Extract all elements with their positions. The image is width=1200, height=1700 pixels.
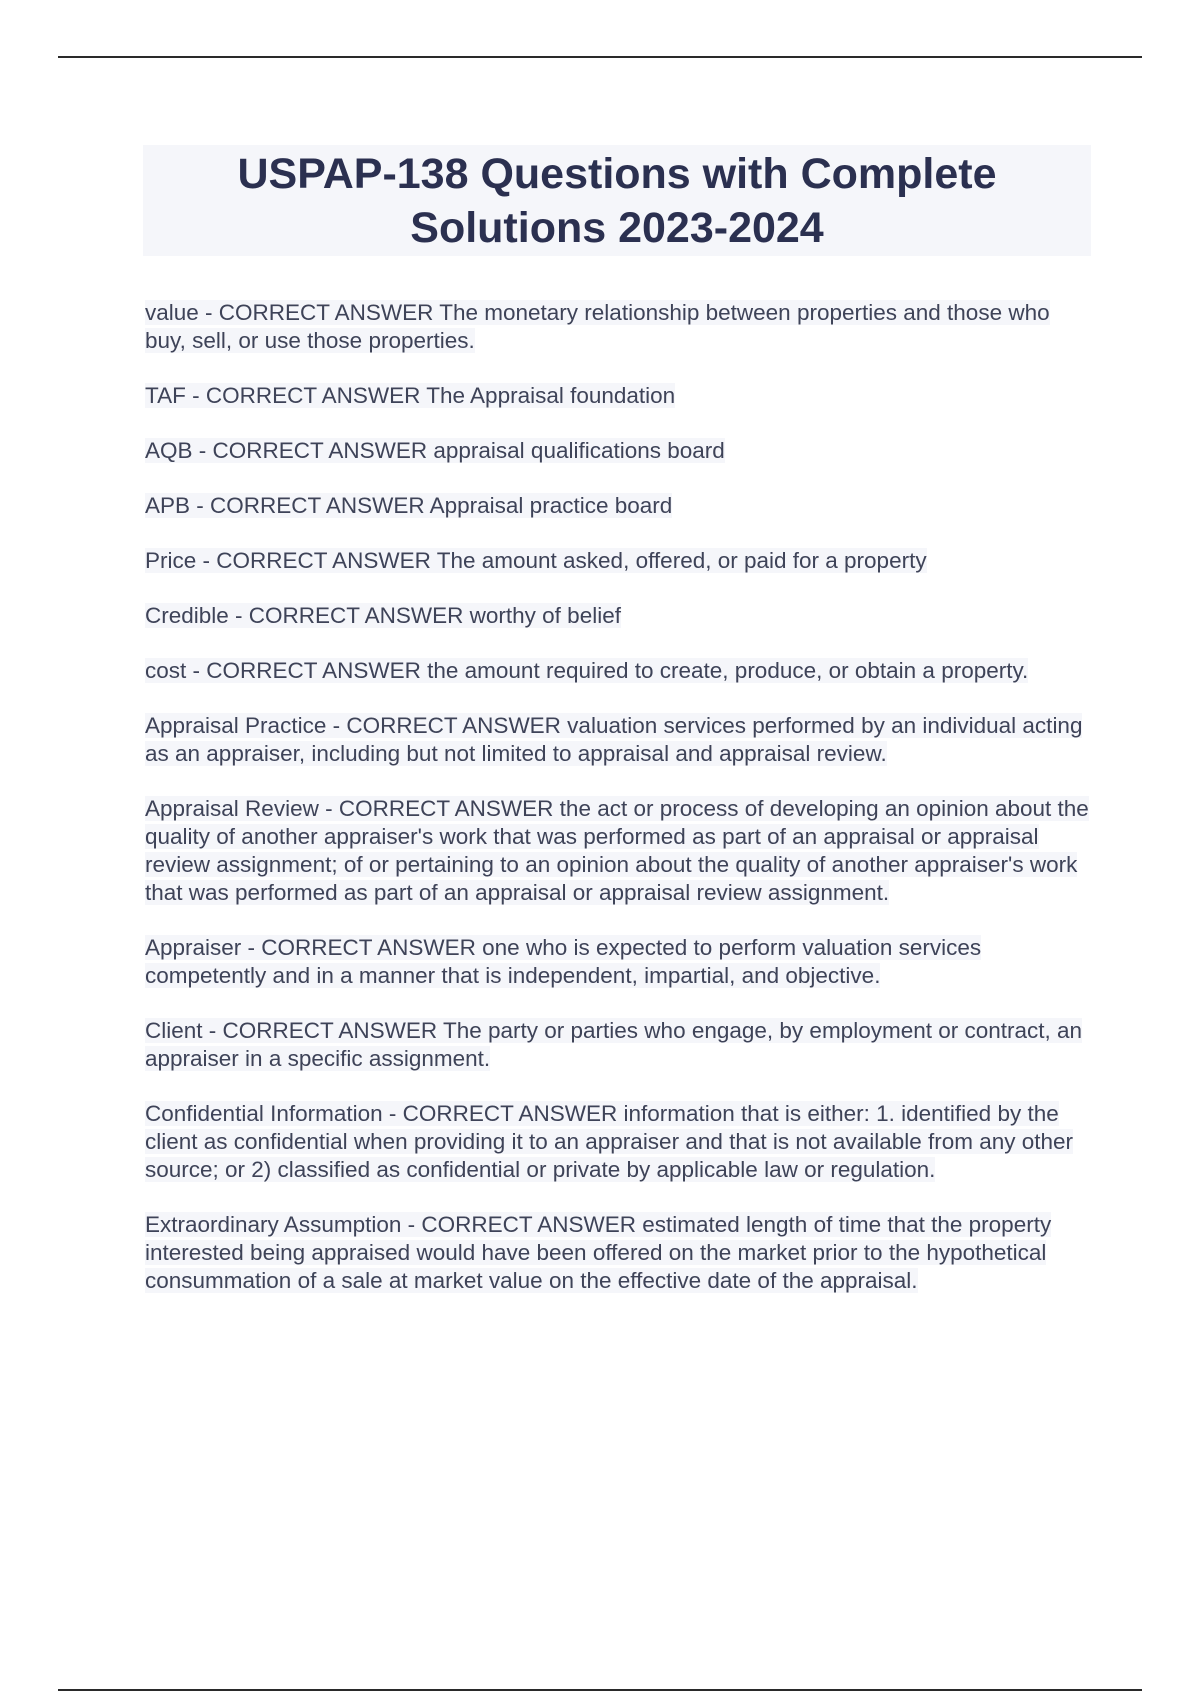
qa-item-text: Extraordinary Assumption - CORRECT ANSWER estimated length of time that the property interested being appraised would have been offered on the market prior to the hypothetical consummation of a sale at market value on the effective date of the appraisal. (145, 1212, 1052, 1293)
qa-item-text: Client - CORRECT ANSWER The party or parties who engage, by employment or contract, an appraiser in a specific assignment. (145, 1018, 1083, 1071)
qa-item (145, 602, 1090, 630)
qa-item (145, 712, 1090, 768)
qa-item (145, 934, 1090, 990)
qa-item-text: TAF - CORRECT ANSWER The Appraisal foundation (145, 383, 676, 408)
qa-item-text: Credible - CORRECT ANSWER worthy of belief (145, 603, 621, 628)
qa-item (145, 657, 1090, 685)
qa-item (145, 1017, 1090, 1073)
bottom-divider (58, 1689, 1142, 1691)
top-divider (58, 56, 1142, 58)
qa-item-text: APB - CORRECT ANSWER Appraisal practice board (145, 493, 673, 518)
title-banner (143, 145, 1091, 256)
qa-item (145, 1100, 1090, 1184)
qa-list (145, 299, 1090, 1322)
qa-item-text: cost - CORRECT ANSWER the amount required to create, produce, or obtain a property. (145, 658, 1029, 683)
qa-item-text: Appraisal Review - CORRECT ANSWER the act or process of developing an opinion about the quality of another appraiser's work that was performed as part of an appraisal or appraisal review assignment; of or pertaining to an opinion about the quality of another appraiser's work that was performed as part of an appraisal or appraisal review assignment. (145, 796, 1089, 905)
qa-item (145, 795, 1090, 907)
qa-item-text: AQB - CORRECT ANSWER appraisal qualifications board (145, 438, 725, 463)
qa-item-text: Appraisal Practice - CORRECT ANSWER valuation services performed by an individual acting as an appraiser, including but not limited to appraisal and appraisal review. (145, 713, 1083, 766)
qa-item-text: Confidential Information - CORRECT ANSWER information that is either: 1. identified by the client as confidential when providing it to an appraiser and that is not available from any other source; or 2) classified as confidential or private by applicable law or regulation. (145, 1101, 1074, 1182)
page-title: USPAP-138 Questions with Complete Solutions 2023-2024 (237, 149, 997, 252)
qa-item-text: value - CORRECT ANSWER The monetary relationship between properties and those who buy, sell, or use those properties. (145, 300, 1050, 353)
qa-item (145, 299, 1090, 355)
qa-item (145, 1211, 1090, 1295)
qa-item (145, 492, 1090, 520)
qa-item (145, 382, 1090, 410)
qa-item (145, 437, 1090, 465)
qa-item-text: Price - CORRECT ANSWER The amount asked, offered, or paid for a property (145, 548, 927, 573)
qa-item (145, 547, 1090, 575)
qa-item-text: Appraiser - CORRECT ANSWER one who is expected to perform valuation services competently and in a manner that is independent, impartial, and objective. (145, 935, 982, 988)
